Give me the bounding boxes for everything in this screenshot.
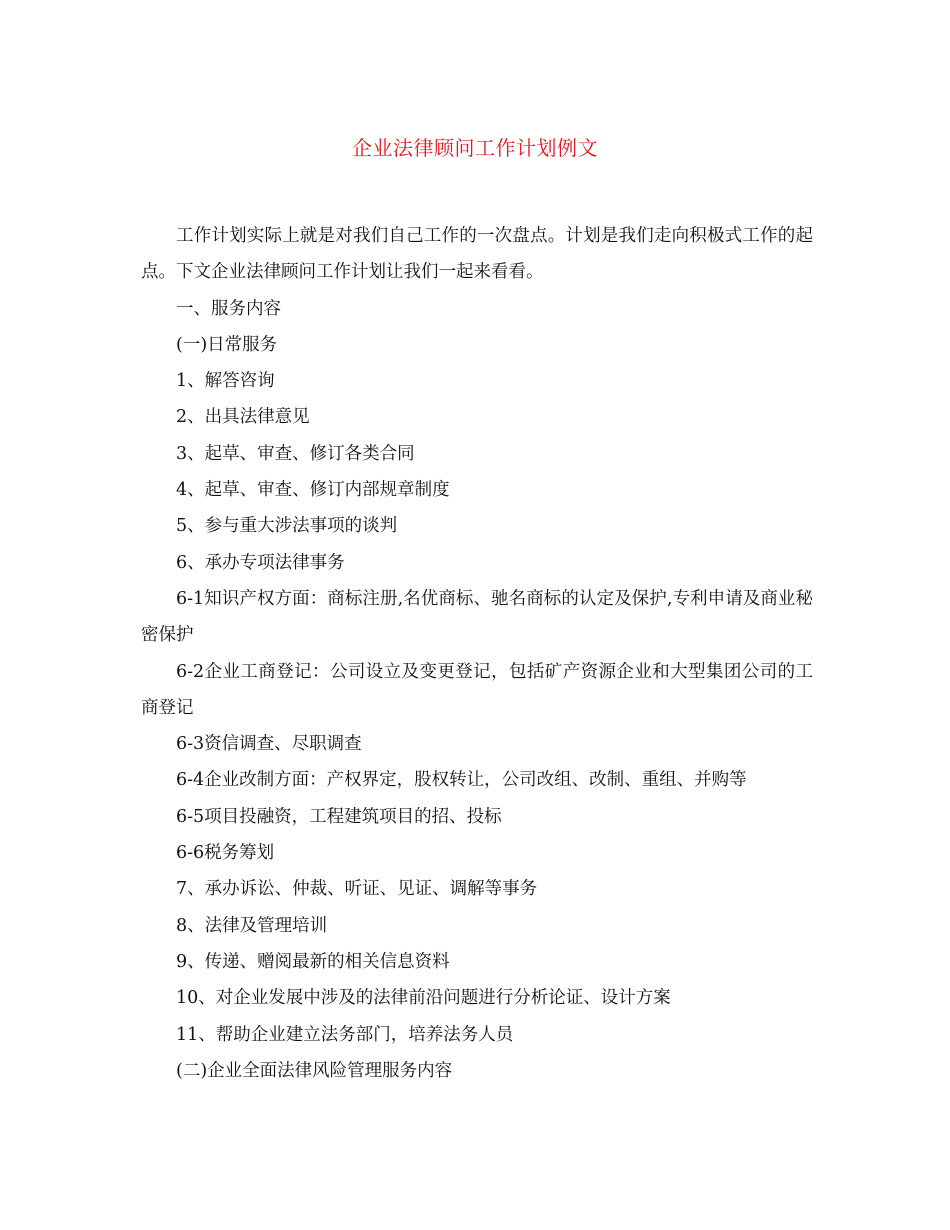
list-item: 6-5项目投融资，工程建筑项目的招、投标 [176, 806, 502, 827]
subsection-heading-risk-management: (二)企业全面法律风险管理服务内容 [176, 1060, 453, 1081]
list-item: 2、出具法律意见 [176, 407, 310, 428]
list-item: 6、承办专项法律事务 [176, 552, 345, 573]
list-item: 6-2企业工商登记：公司设立及变更登记，包括矿产资源企业和大型集团公司的工商登记 [141, 661, 813, 718]
list-item: 10、对企业发展中涉及的法律前沿问题进行分析论证、设计方案 [176, 988, 671, 1009]
list-item: 5、参与重大涉法事项的谈判 [176, 516, 398, 537]
document-body [141, 218, 813, 1089]
list-item: 9、传递、赠阅最新的相关信息资料 [176, 951, 450, 972]
list-item: 6-6税务筹划 [176, 843, 275, 864]
list-item: 11、帮助企业建立法务部门，培养法务人员 [176, 1024, 514, 1045]
list-item: 4、起草、审查、修订内部规章制度 [176, 480, 450, 501]
list-item: 8、法律及管理培训 [176, 915, 328, 936]
list-item: 6-4企业改制方面：产权界定，股权转让，公司改组、改制、重组、并购等 [176, 770, 747, 791]
section-heading-service-content: 一、服务内容 [176, 298, 281, 319]
list-item: 6-3资信调查、尽职调查 [176, 734, 362, 755]
subsection-heading-daily-service: (一)日常服务 [176, 334, 278, 355]
list-item: 6-1知识产权方面：商标注册,名优商标、驰名商标的认定及保护,专利申请及商业秘密保护 [141, 588, 813, 646]
list-item: 7、承办诉讼、仲裁、听证、见证、调解等事务 [176, 879, 538, 900]
list-item: 3、起草、审查、修订各类合同 [176, 443, 415, 464]
paragraph-intro: 工作计划实际上就是对我们自己工作的一次盘点。计划是我们走向积极式工作的起点。下文企业法律顾问工作计划让我们一起来看看。 [141, 226, 813, 283]
list-item: 1、解答咨询 [176, 371, 275, 392]
document-title: 企业法律顾问工作计划例文 [352, 136, 598, 160]
